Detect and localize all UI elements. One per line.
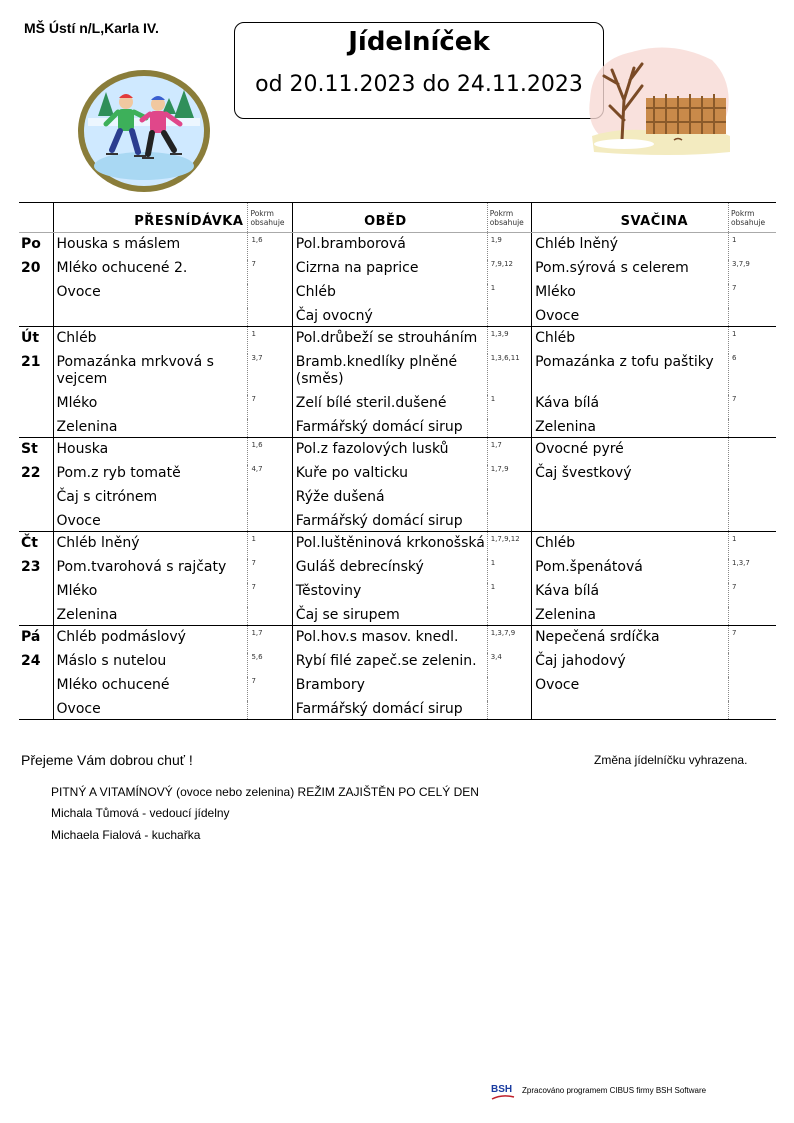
lunch-item: Pol.bramborová [292,233,487,261]
day-cell [19,284,53,308]
snack-item: Ovocné pyré [532,438,729,466]
lunch-item: Těstoviny [292,583,487,607]
snack-allergens [729,653,776,677]
snack-item: Ovoce [532,677,729,701]
lunch-item: Chléb [292,284,487,308]
snack-item: Pomazánka z tofu paštiky [532,354,729,395]
breakfast-item [53,308,248,327]
snack-allergens: 7 [732,629,737,637]
day-cell [19,677,53,701]
menu-body [19,233,776,720]
ice-skaters-illustration [76,68,212,194]
table-row [19,607,776,626]
day-abbr: Čt [19,532,53,560]
table-row [19,465,776,489]
breakfast-allergens [248,701,292,720]
lunch-allergens: 1,3,7,9 [487,626,531,654]
lunch-item: Pol.drůbeží se strouháním [292,327,487,355]
lunch-allergens: 1 [487,559,531,583]
snack-item: Chléb lněný [532,233,729,261]
lunch-item: Farmářský domácí sirup [292,419,487,438]
snack-allergens [729,308,776,327]
snack-item: Pom.sýrová s celerem [532,260,729,284]
table-row [19,513,776,532]
breakfast-allergens [248,607,292,626]
day-column-header [19,203,53,233]
snack-item: Káva bílá [532,395,729,419]
snack-allergens [729,489,776,513]
lunch-allergens [487,677,531,701]
breakfast-allergens: 1 [248,327,292,355]
snack-item: Zelenina [532,607,729,626]
breakfast-allergens [248,284,292,308]
lunch-allergens [487,607,531,626]
day-abbr: Pá [19,626,53,654]
snack-item: Ovoce [532,308,729,327]
software-credit: Zpracováno programem CIBUS firmy BSH Software [522,1086,707,1095]
snack-allergens [729,438,776,466]
lunch-header: OBĚD [292,203,487,233]
breakfast-allergens: 1,7 [248,626,292,654]
breakfast-item: Ovoce [53,701,248,720]
cook-name: Michaela Fialová - kuchařka [51,828,201,842]
breakfast-item: Pomazánka mrkvová s vejcem [53,354,248,395]
breakfast-allergens: 1,6 [248,438,292,466]
lunch-allergens: 1,7 [487,438,531,466]
breakfast-item: Pom.tvarohová s rajčaty [53,559,248,583]
day-cell [19,513,53,532]
canteen-head: Michala Tůmová - vedoucí jídelny [51,806,230,820]
snack-item [532,489,729,513]
breakfast-item: Zelenina [53,419,248,438]
breakfast-item: Čaj s citrónem [53,489,248,513]
table-row [19,701,776,720]
day-abbr: Po [19,233,53,261]
breakfast-item: Ovoce [53,513,248,532]
lunch-item: Farmářský domácí sirup [292,513,487,532]
wish-text: Přejeme Vám dobrou chuť ! [21,752,193,768]
snack-allergens [729,465,776,489]
snack-allergens: 1 [732,535,737,543]
snack-allergens: 6 [732,354,737,362]
breakfast-item: Chléb [53,327,248,355]
breakfast-allergens: 3,7 [248,354,292,395]
breakfast-allergens [248,513,292,532]
day-cell [19,419,53,438]
day-cell [19,489,53,513]
breakfast-item: Houska [53,438,248,466]
day-number: 21 [19,354,53,395]
lunch-item: Kuře po valticku [292,465,487,489]
lunch-allergens [487,701,531,720]
table-row [19,284,776,308]
lunch-allergens: 1,3,6,11 [487,354,531,395]
lunch-allergens [487,308,531,327]
breakfast-allergens [248,489,292,513]
snack-header: SVAČINA [532,203,729,233]
snack-allergens: 7 [732,395,737,403]
allergen-header: Pokrm obsahuje [487,203,531,233]
breakfast-item: Chléb podmáslový [53,626,248,654]
day-cell [19,308,53,327]
change-note: Změna jídelníčku vyhrazena. [594,753,748,767]
breakfast-allergens: 7 [248,395,292,419]
lunch-item: Pol.z fazolových lusků [292,438,487,466]
lunch-allergens [487,419,531,438]
breakfast-allergens: 7 [248,559,292,583]
breakfast-allergens: 1 [248,532,292,560]
snack-allergens [729,607,776,626]
lunch-allergens: 1,3,9 [487,327,531,355]
snack-allergens [729,513,776,532]
breakfast-allergens: 7 [248,677,292,701]
snack-item: Čaj švestkový [532,465,729,489]
day-number: 23 [19,559,53,583]
snack-allergens [729,701,776,720]
snack-allergens [729,677,776,701]
lunch-allergens: 1 [487,284,531,308]
breakfast-allergens [248,419,292,438]
allergen-header: Pokrm obsahuje [729,203,776,233]
breakfast-item: Houska s máslem [53,233,248,261]
lunch-allergens: 7,9,12 [487,260,531,284]
breakfast-allergens: 4,7 [248,465,292,489]
lunch-allergens: 1,7,9 [487,465,531,489]
day-cell [19,607,53,626]
breakfast-item: Mléko ochucené 2. [53,260,248,284]
allergen-header: Pokrm obsahuje [248,203,292,233]
lunch-allergens: 1 [487,583,531,607]
bsh-logo-icon [490,1081,516,1103]
table-row [19,559,776,583]
breakfast-item: Mléko [53,395,248,419]
lunch-item: Pol.luštěninová krkonošská [292,532,487,560]
breakfast-item: Mléko [53,583,248,607]
table-row [19,653,776,677]
day-abbr: St [19,438,53,466]
table-row [19,327,776,355]
breakfast-item: Chléb lněný [53,532,248,560]
breakfast-item: Zelenina [53,607,248,626]
lunch-item: Cizrna na paprice [292,260,487,284]
lunch-item: Farmářský domácí sirup [292,701,487,720]
table-row [19,395,776,419]
lunch-item: Guláš debrecínský [292,559,487,583]
snack-item: Čaj jahodový [532,653,729,677]
snack-item: Pom.špenátová [532,559,729,583]
snack-item: Káva bílá [532,583,729,607]
table-row [19,583,776,607]
snack-allergens: 1 [732,236,737,244]
snack-allergens [729,419,776,438]
table-row [19,260,776,284]
day-number: 24 [19,653,53,677]
breakfast-item: Pom.z ryb tomatě [53,465,248,489]
breakfast-allergens [248,308,292,327]
lunch-allergens: 1,9 [487,233,531,261]
breakfast-item: Mléko ochucené [53,677,248,701]
lunch-item: Rybí filé zapeč.se zelenin. [292,653,487,677]
breakfast-allergens: 1,6 [248,233,292,261]
table-row [19,489,776,513]
day-number: 20 [19,260,53,284]
lunch-allergens [487,489,531,513]
day-cell [19,583,53,607]
snack-item: Mléko [532,284,729,308]
snack-item: Nepečená srdíčka [532,626,729,654]
table-row [19,532,776,560]
breakfast-item: Máslo s nutelou [53,653,248,677]
snack-allergens: 1 [732,330,737,338]
lunch-allergens: 3,4 [487,653,531,677]
lunch-allergens: 1 [487,395,531,419]
lunch-item: Pol.hov.s masov. knedl. [292,626,487,654]
snack-item: Zelenina [532,419,729,438]
day-cell [19,701,53,720]
date-range: od 20.11.2023 do 24.11.2023 [255,72,583,97]
table-row [19,419,776,438]
lunch-item: Zelí bílé steril.dušené [292,395,487,419]
table-header-row [19,203,776,233]
page-title: Jídelníček [348,27,490,57]
table-row [19,354,776,395]
snack-allergens: 7 [732,583,737,591]
snack-item [532,513,729,532]
snack-item [532,701,729,720]
lunch-item: Bramb.knedlíky plněné (směs) [292,354,487,395]
winter-tree-fence-illustration [582,40,734,158]
snack-item: Chléb [532,532,729,560]
menu-table [19,202,776,720]
drink-regime-note: PITNÝ A VITAMÍNOVÝ (ovoce nebo zelenina) REŽIM ZAJIŠTĚN PO CELÝ DEN [51,785,479,799]
table-row [19,308,776,327]
breakfast-item: Ovoce [53,284,248,308]
table-row [19,677,776,701]
lunch-item: Rýže dušená [292,489,487,513]
day-number: 22 [19,465,53,489]
snack-allergens: 1,3,7 [732,559,750,567]
breakfast-allergens: 7 [248,583,292,607]
table-row [19,233,776,261]
day-abbr: Út [19,327,53,355]
lunch-item: Čaj ovocný [292,308,487,327]
table-row [19,438,776,466]
table-row [19,626,776,654]
day-cell [19,395,53,419]
breakfast-allergens: 5,6 [248,653,292,677]
snack-item: Chléb [532,327,729,355]
school-name: MŠ Ústí n/L,Karla IV. [24,20,159,36]
snack-allergens: 7 [732,284,737,292]
lunch-item: Brambory [292,677,487,701]
breakfast-allergens: 7 [248,260,292,284]
lunch-allergens [487,513,531,532]
breakfast-header: PŘESNÍDÁVKA [53,203,248,233]
lunch-allergens: 1,7,9,12 [487,532,531,560]
snack-allergens: 3,7,9 [732,260,750,268]
lunch-item: Čaj se sirupem [292,607,487,626]
svg-text:BSH: BSH [491,1084,513,1095]
